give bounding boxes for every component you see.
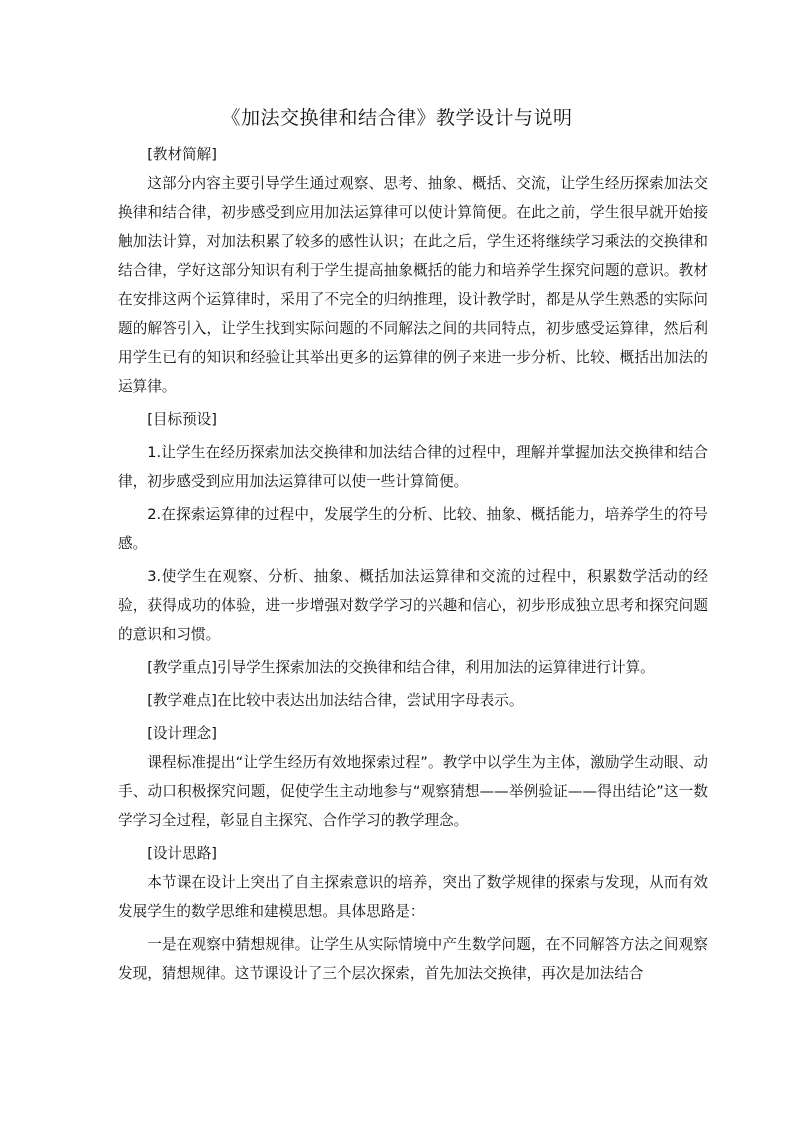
heading-design-approach: [设计思路] (147, 845, 217, 862)
goal-item-1: 1.让学生在经历探索加法交换律和加法结合律的过程中，理解并掌握加法交换律和结合律，初步感受到应用加法运算律可以使一些计算简便。 (118, 444, 708, 490)
heading-design-concept: [设计理念] (147, 725, 217, 742)
paragraph-design-concept: 课程标准提出“让学生经历有效地探索过程”。教学中以学生为主体，激励学生动眼、动手、动口积极探究问题，促使学生主动地参与“观察猜想——举例验证——得出结论”这一数学学习全过程，彰显自主探究、合作学习的教学理念。 (118, 754, 708, 829)
goal-item-2: 2.在探索运算律的过程中，发展学生的分析、比较、抽象、概括能力，培养学生的符号感。 (118, 506, 708, 552)
paragraph-approach-point-1: 一是在观察中猜想规律。让学生从实际情境中产生数学问题，在不同解答方法之间观察发现，猜想规律。这节课设计了三个层次探索，首先加法交换律，再次是加法结合 (118, 936, 708, 982)
paragraph-design-approach: 本节课在设计上突出了自主探索意识的培养，突出了数学规律的探索与发现，从而有效发展学生的数学思维和建模思想。具体思路是： (118, 874, 708, 920)
heading-goals: [目标预设] (147, 411, 217, 428)
document-title: 《加法交换律和结合律》教学设计与说明 (221, 107, 573, 129)
goal-item-3: 3.使学生在观察、分析、抽象、概括加法运算律和交流的过程中，积累数学活动的经验，获得成功的体验，进一步增强对数学学习的兴趣和信心，初步形成独立思考和探究问题的意识和习惯。 (118, 568, 708, 643)
teaching-key-point: [教学重点]引导学生探索加法的交换律和结合律，利用加法的运算律进行计算。 (147, 659, 655, 676)
heading-textbook-analysis: [教材简解] (147, 146, 217, 163)
teaching-difficulty: [教学难点]在比较中表达出加法结合律，尝试用字母表示。 (147, 692, 524, 709)
document-body (118, 140, 708, 988)
paragraph-textbook-analysis: 这部分内容主要引导学生通过观察、思考、抽象、概括、交流，让学生经历探索加法交换律和结合律，初步感受到应用加法运算律可以使计算简便。在此之前，学生很早就开始接触加法计算，对加法积累了较多的感性认识；在此之后，学生还将继续学习乘法的交换律和结合律，学好这部分知识有利于学生提高抽象概括的能力和培养学生探究问题的意识。教材在安排这两个运算律时，采用了不完全的归纳推理，设计教学时，都是从学生熟悉的实际问题的解答引入，让学生找到实际问题的不同解法之间的共同特点，初步感受运算律，然后利用学生已有的知识和经验让其举出更多的运算律的例子来进一步分析、比较、概括出加法的运算律。 (118, 175, 708, 395)
